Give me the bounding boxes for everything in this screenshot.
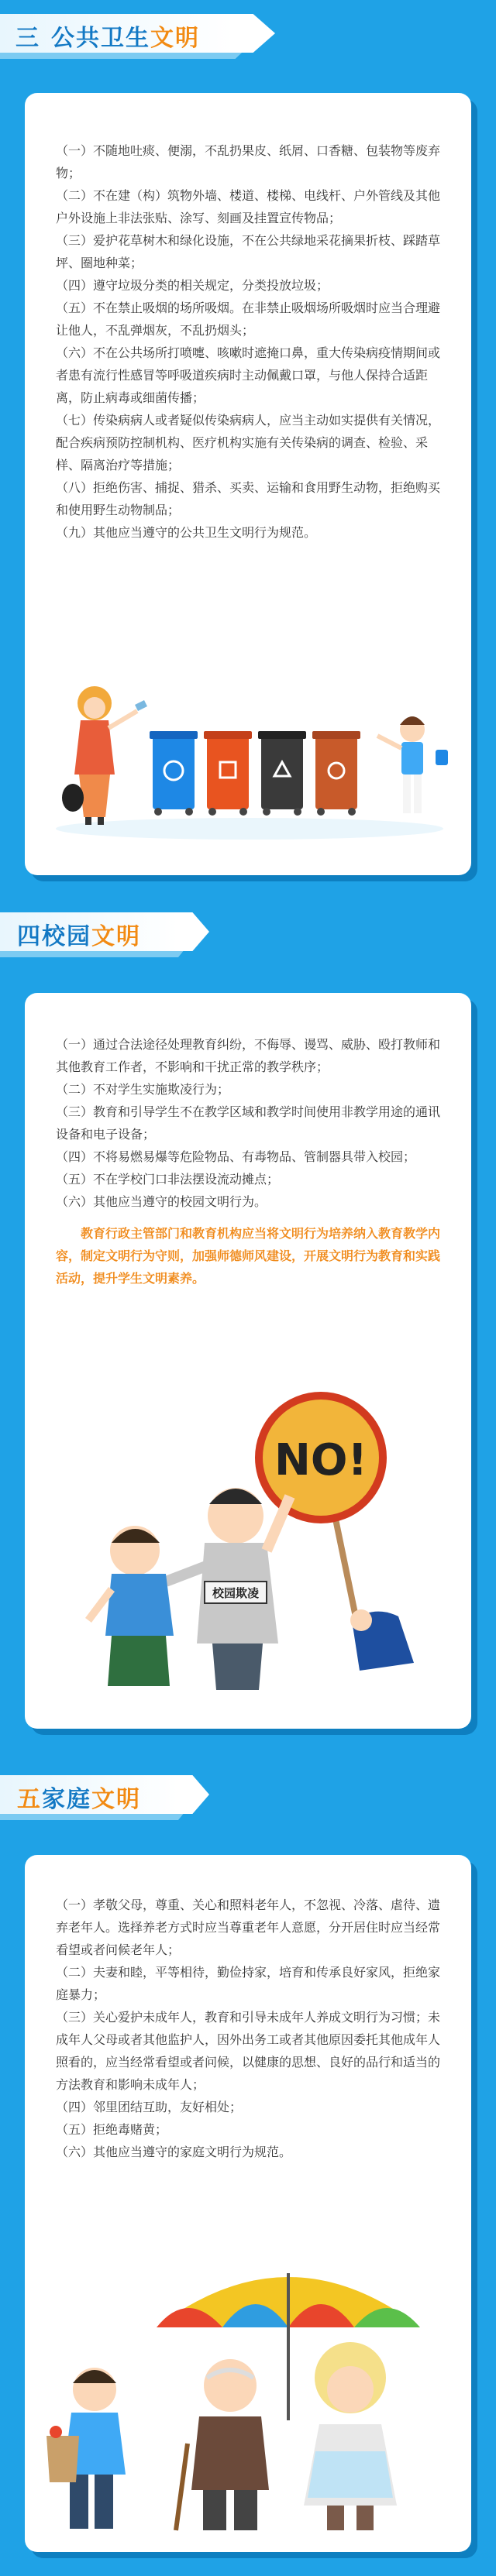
section-number: 四 — [17, 923, 42, 950]
list-item: （六）其他应当遵守的校园文明行为。 — [56, 1194, 267, 1209]
list-item: （五）不在学校门口非法摆设流动摊点； — [56, 1172, 280, 1187]
elderly-man-figure — [176, 2359, 269, 2530]
list-item: （一）孝敬父母，尊重、关心和照料老年人，不忽视、冷落、虐待、遗弃老年人。选择养老方式时应当尊重老年人意愿，分开居住时应当经常看望或者问候老年人； — [56, 1898, 441, 1957]
campus-card — [25, 993, 471, 1729]
list-item: （四）邻里团结互助，友好相处； — [56, 2100, 243, 2114]
list-item: （七）传染病病人或者疑似传染病病人，应当主动如实提供有关情况，配合疾病预防控制机构、医疗机构实施有关传染病的调查、检验、采样、隔离治疗等措施； — [56, 413, 441, 472]
family-list — [56, 1894, 443, 2163]
list-item: （一）通过合法途径处理教育纠纷，不侮辱、谩骂、威胁、殴打教师和其他教育工作者，不影响和干扰正常的教学秩序； — [56, 1037, 441, 1074]
list-item: （八）拒绝伤害、捕捉、猎杀、买卖、运输和食用野生动物，拒绝购买和使用野生动物制品； — [56, 480, 441, 517]
public-health-list — [56, 139, 443, 544]
section-5-banner — [0, 1775, 209, 1814]
garbage-sorting-illustration — [48, 682, 451, 844]
section-4-banner — [0, 912, 209, 951]
list-item: （三）教育和引导学生不在教学区域和教学时间使用非教学用途的通讯设备和电子设备； — [56, 1104, 441, 1142]
young-man-figure — [46, 2368, 126, 2529]
list-item: （九）其他应当遵守的公共卫生文明行为规范。 — [56, 525, 317, 540]
list-item: （三）爱护花草树木和绿化设施，不在公共绿地采花摘果折枝、踩踏草坪、圈地种菜； — [56, 233, 441, 270]
section-5-title — [17, 1780, 141, 1814]
list-item: （六）不在公共场所打喷嚏、咳嗽时遮掩口鼻，重大传染病疫情期间或者患有流行性感冒等呼吸道疾病时主动佩戴口罩，与他人保持合适距离，防止病毒或细菌传播； — [56, 345, 441, 405]
section-3-banner — [0, 14, 275, 53]
recycle-bin — [150, 731, 198, 816]
other-waste-bin — [312, 731, 360, 816]
list-item: （四）不将易燃易爆等危险物品、有毒物品、管制器具带入校园； — [56, 1149, 416, 1164]
list-item: （二）不对学生实施欺凌行为； — [56, 1082, 230, 1097]
bully-label: 校园欺凌 — [212, 1586, 260, 1600]
family-card — [25, 1855, 471, 2552]
title-main: 公共卫生 — [51, 25, 150, 52]
list-item: （一）不随地吐痰、便溺，不乱扔果皮、纸屑、口香糖、包装物等废弃物； — [56, 143, 441, 180]
kitchen-waste-bin — [258, 731, 306, 816]
boy-figure — [377, 716, 448, 813]
family-illustration — [40, 2242, 459, 2537]
elderly-woman-figure — [304, 2342, 397, 2530]
list-item: （二）夫妻和睦，平等相待，勤俭持家，培育和传承良好家风，拒绝家庭暴力； — [56, 1965, 441, 2002]
list-item: （二）不在建（构）筑物外墙、楼道、楼梯、电线杆、户外管线及其他户外设施上非法张贴、涂写、刻画及挂置宣传物品； — [56, 188, 441, 225]
section-4-title — [17, 917, 141, 951]
section-number: 三 — [16, 25, 40, 52]
umbrella — [157, 2273, 420, 2420]
section-3-title — [16, 19, 200, 53]
title-main: 校园 — [42, 923, 91, 950]
title-accent: 文明 — [91, 923, 141, 950]
title-accent: 文明 — [150, 25, 200, 52]
campus-list — [56, 1033, 443, 1290]
list-item: （三）关心爱护未成年人，教育和引导未成年人养成文明行为习惯；未成年人父母或者其他监护人，因外出务工或者其他原因委托其他成年人照看的，应当经常看望或者问候，以健康的思想、良好的品行和适当的方法教育和影响未成年人； — [56, 2010, 441, 2092]
title-main: 家庭 — [42, 1786, 91, 1813]
campus-note: 教育行政主管部门和教育机构应当将文明行为培养纳入教育教学内容，制定文明行为守则，加强师德师风建设，开展文明行为教育和实践活动，提升学生文明素养。 — [56, 1226, 441, 1286]
public-health-card — [25, 93, 471, 875]
list-item: （四）遵守垃圾分类的相关规定，分类投放垃圾； — [56, 278, 329, 293]
woman-figure — [62, 686, 147, 825]
list-item: （六）其他应当遵守的家庭文明行为规范。 — [56, 2145, 292, 2159]
title-accent: 文明 — [91, 1786, 141, 1813]
no-sign-text: NO! — [274, 1435, 368, 1485]
section-number: 五 — [17, 1786, 42, 1813]
anti-bullying-illustration — [57, 1388, 437, 1698]
list-item: （五）拒绝毒赌黄； — [56, 2122, 168, 2137]
hazard-bin — [204, 731, 252, 816]
list-item: （五）不在禁止吸烟的场所吸烟。在非禁止吸烟场所吸烟时应当合理避让他人，不乱弹烟灰，不乱扔烟头； — [56, 301, 441, 338]
